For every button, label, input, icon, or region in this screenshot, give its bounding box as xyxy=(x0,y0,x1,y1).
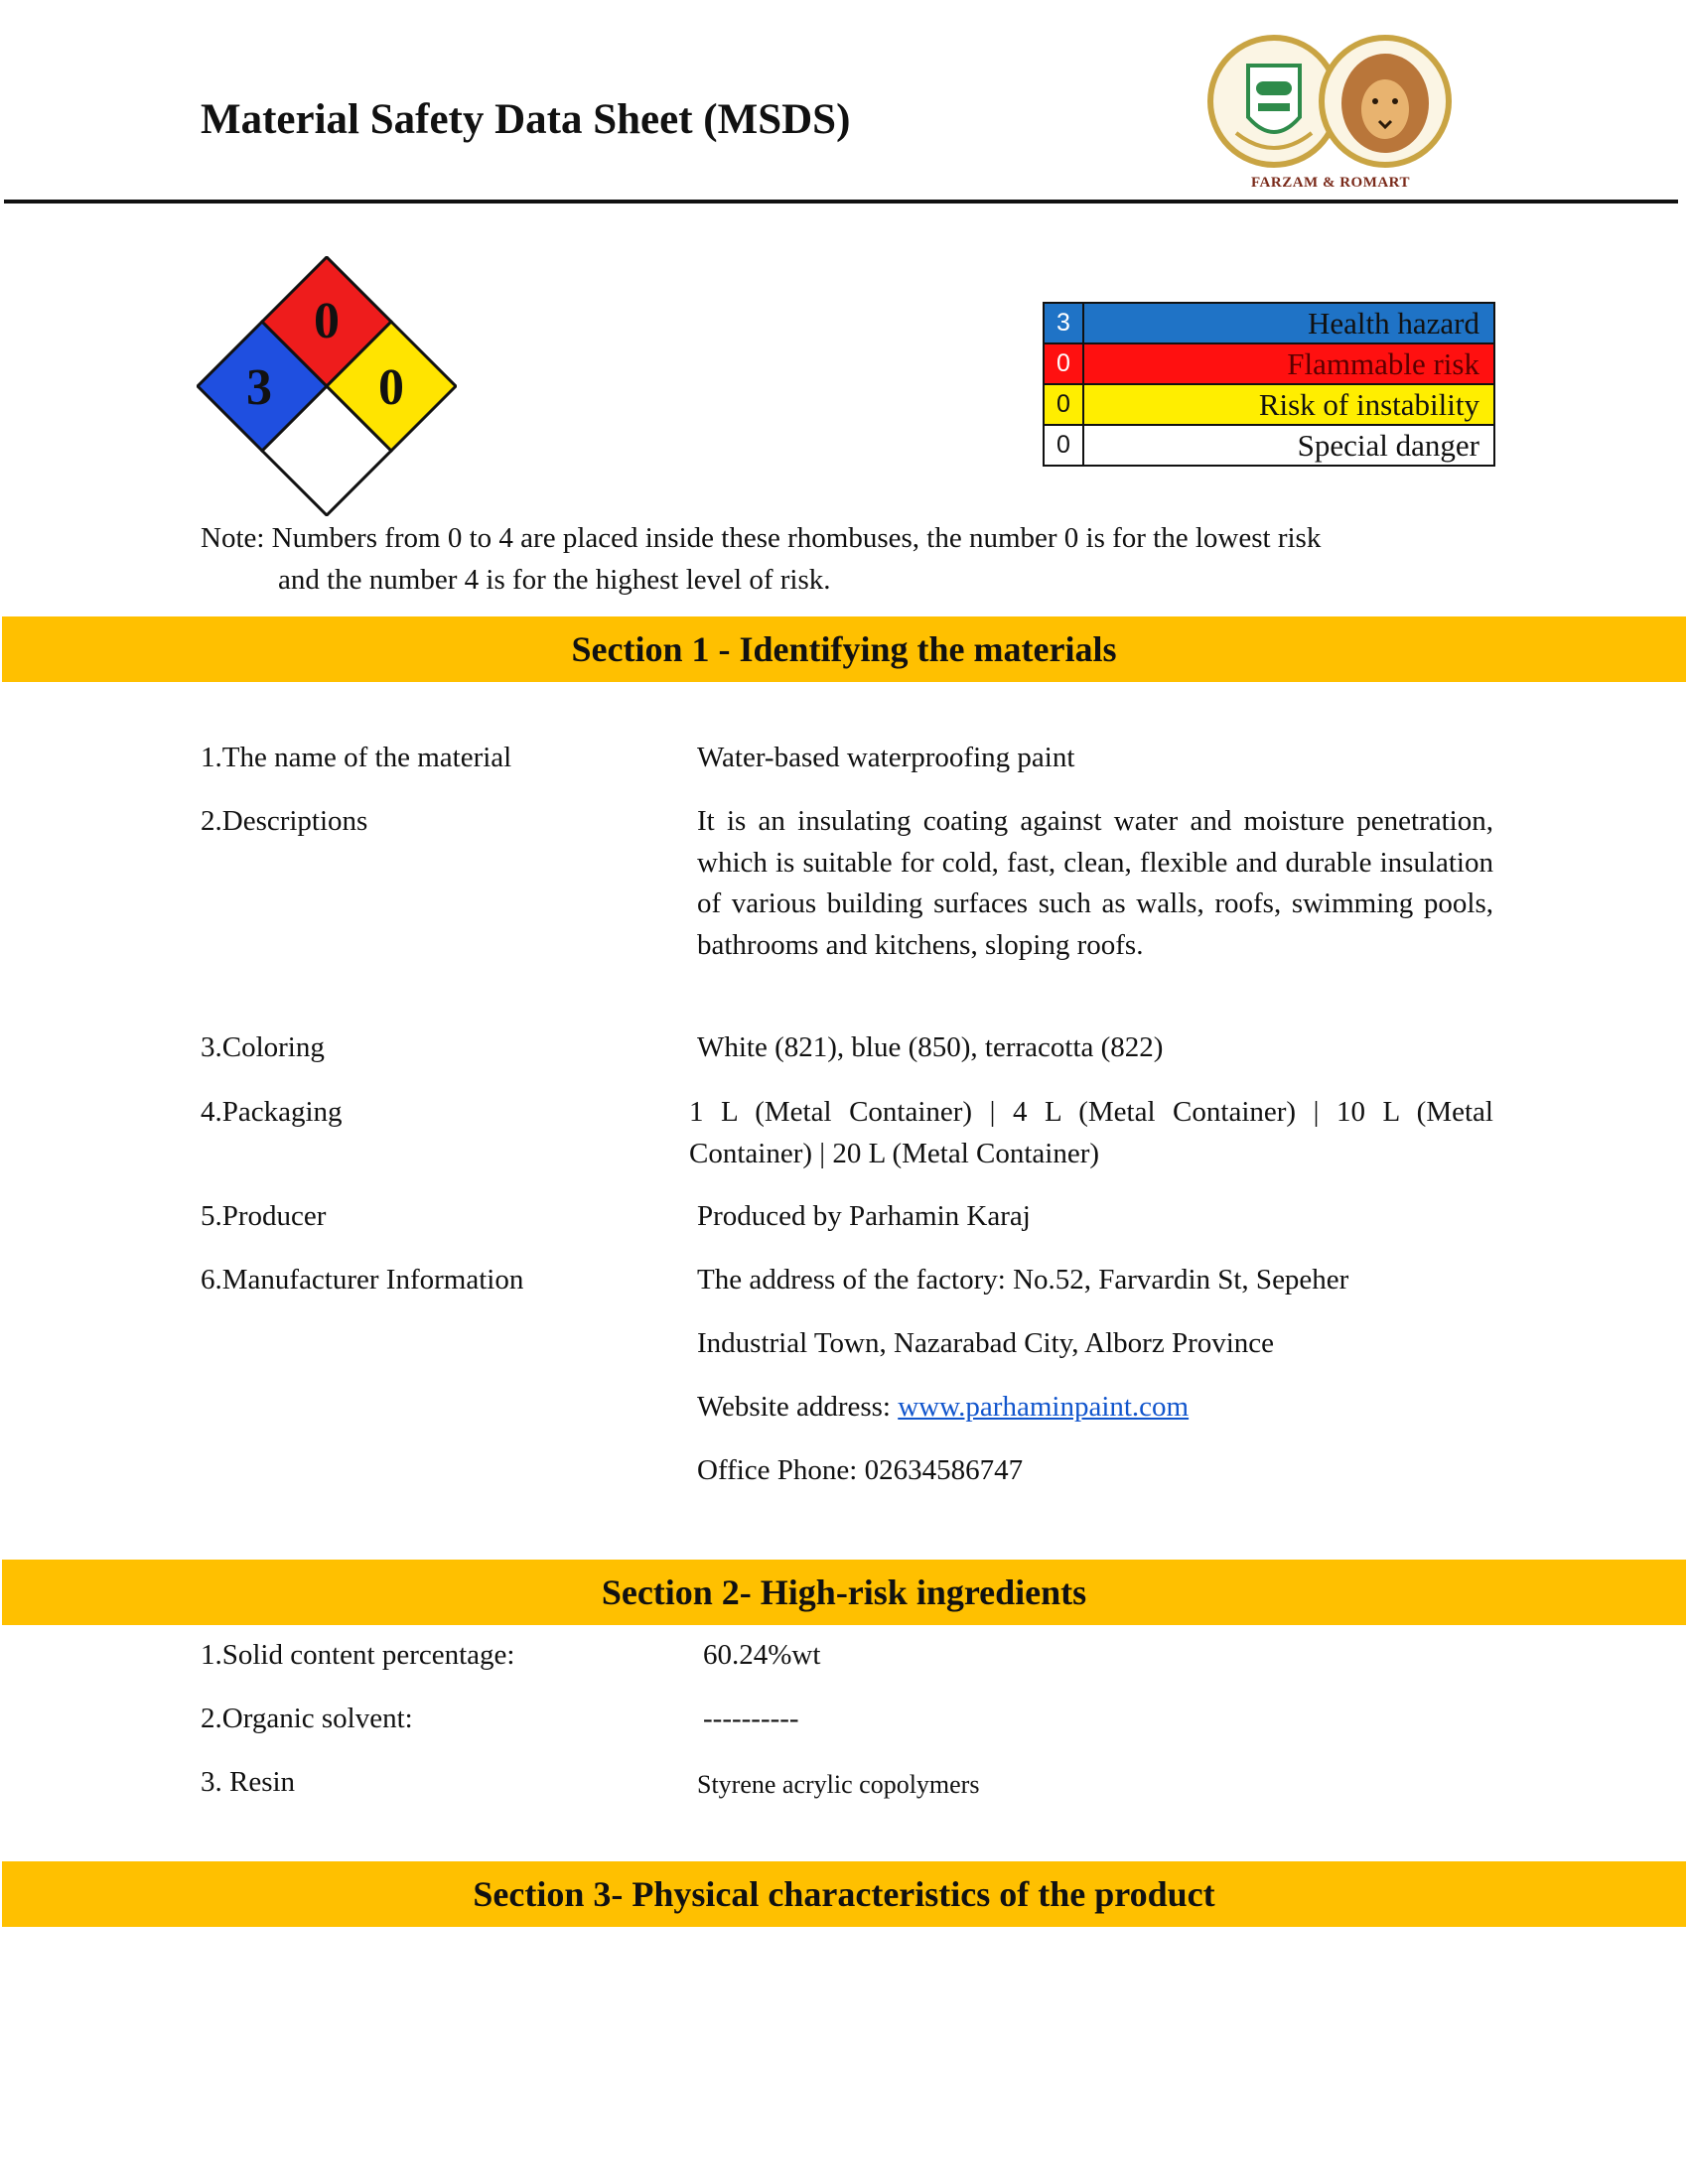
section-1-value: It is an insulating coating against water and moisture penetration, which is suitable for cold, fast, clean, flexible and durable insulation of various building surfaces such as walls, roofs, swimming pools, bathrooms and kitchens, sloping roofs. xyxy=(697,805,1493,961)
section-2-value: 60.24%wt xyxy=(703,1639,821,1671)
note-line-2: and the number 4 is for the highest level of risk. xyxy=(278,564,831,596)
section-3-header: Section 3- Physical characteristics of the product xyxy=(2,1861,1686,1927)
company-logo xyxy=(1196,26,1465,203)
manufacturer-address-line-2: Industrial Town, Nazarabad City, Alborz Province xyxy=(697,1327,1275,1359)
section-1-label: 2.Descriptions xyxy=(201,805,368,837)
hazard-value: 0 xyxy=(1044,425,1083,466)
hazard-row-health xyxy=(1044,303,1494,343)
nfpa-instability-value: 0 xyxy=(378,359,404,416)
section-1-value: Water-based waterproofing paint xyxy=(697,742,1075,773)
hazard-row-instability xyxy=(1044,384,1494,425)
hazard-label: Health hazard xyxy=(1083,303,1494,343)
section-1-header: Section 1 - Identifying the materials xyxy=(2,616,1686,682)
hazard-value: 0 xyxy=(1044,343,1083,384)
hazard-row-special xyxy=(1044,425,1494,466)
section-1-label: 4.Packaging xyxy=(201,1096,343,1128)
section-2-label: 2.Organic solvent: xyxy=(201,1703,413,1734)
section-1-value: 1 L (Metal Container) | 4 L (Metal Container) | 10 L (Metal Container) | 20 L (Metal Container) xyxy=(689,1096,1493,1169)
hazard-value: 0 xyxy=(1044,384,1083,425)
section-1-label: 6.Manufacturer Information xyxy=(201,1264,524,1296)
section-1-label: 1.The name of the material xyxy=(201,742,512,773)
section-1-value: The address of the factory: No.52, Farvardin St, Sepeher xyxy=(697,1264,1349,1296)
hazard-label: Flammable risk xyxy=(1083,343,1494,384)
logo-caption: FARZAM & ROMART xyxy=(1250,175,1410,191)
section-1-value: Produced by Parhamin Karaj xyxy=(697,1200,1031,1232)
website-label: Website address: xyxy=(697,1391,899,1423)
rating-note xyxy=(201,517,1491,601)
website-link[interactable]: www.parhaminpaint.com xyxy=(898,1391,1190,1423)
page-title: Material Safety Data Sheet (MSDS) xyxy=(201,96,851,143)
header-divider xyxy=(4,200,1678,204)
note-line-1: Note: Numbers from 0 to 4 are placed inside these rhombuses, the number 0 is for the lowest risk xyxy=(201,522,1322,554)
nfpa-flammability-value: 0 xyxy=(314,293,340,349)
hazard-legend-table xyxy=(1043,302,1495,467)
section-1-label: 5.Producer xyxy=(201,1200,327,1232)
manufacturer-website xyxy=(697,1387,1493,1429)
hazard-value: 3 xyxy=(1044,303,1083,343)
hazard-label: Risk of instability xyxy=(1083,384,1494,425)
section-1-label: 3.Coloring xyxy=(201,1031,325,1063)
section-1-value: White (821), blue (850), terracotta (822) xyxy=(697,1031,1164,1063)
hazard-label: Special danger xyxy=(1083,425,1494,466)
section-2-header: Section 2- High-risk ingredients xyxy=(2,1560,1686,1625)
section-2-label: 3. Resin xyxy=(201,1766,296,1798)
logo-emblem-icon xyxy=(1196,26,1465,175)
nfpa-diamond xyxy=(197,256,457,516)
nfpa-health-value: 3 xyxy=(246,359,272,416)
section-2-value: ---------- xyxy=(703,1703,799,1734)
manufacturer-phone: Office Phone: 02634586747 xyxy=(697,1454,1024,1486)
section-2-label: 1.Solid content percentage: xyxy=(201,1639,515,1671)
hazard-row-flammability xyxy=(1044,343,1494,384)
section-2-value: Styrene acrylic copolymers xyxy=(697,1770,980,1799)
